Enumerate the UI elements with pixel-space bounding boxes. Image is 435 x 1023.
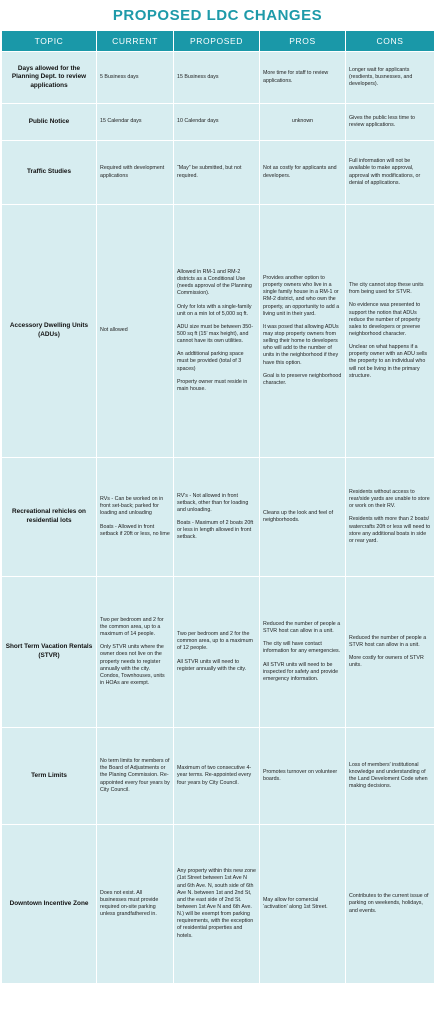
cell-paragraph: Reduced the number of people a STVR host can allow in a unit.: [263, 621, 341, 635]
topic-cell: Term Limits: [2, 728, 97, 825]
table-row: [2, 728, 435, 825]
cons-cell: [346, 104, 435, 141]
cell-paragraph: May allow for comercial ‘activation’ along 1st Street.: [263, 896, 328, 910]
table-row: [2, 825, 435, 984]
cons-cell: [346, 728, 435, 825]
header-pros: PROS: [260, 31, 346, 52]
cell-paragraph: Any property within this new zone (1st Street between 1st Ave N and 6th Ave. N, south side of 6th Ave N. between 1st and 2nd St, and the east side of 2nd St. between 1st Ave N and 6th Ave. N.) will be exempt from parking requirements, with the exception of residential properties and hotels.: [177, 868, 256, 939]
header-cons: CONS: [346, 31, 435, 52]
topic-cell: Public Notice: [2, 104, 97, 141]
table-row: [2, 141, 435, 205]
current-cell: [97, 104, 174, 141]
proposed-cell: [174, 52, 260, 104]
cell-paragraph: 15 Calendar days: [100, 118, 142, 125]
cell-paragraph: Not allowed: [100, 327, 128, 334]
current-cell: [97, 825, 174, 984]
cell-paragraph: No term limits for members of the Board of Adjustments or the Planing Commission. Re-appointed every four years by City Council.: [100, 758, 170, 793]
cons-cell: [346, 458, 435, 577]
pros-cell: [260, 728, 346, 825]
cell-paragraph: “May” be submitted, but not required.: [177, 165, 242, 179]
current-cell: [97, 141, 174, 205]
cell-paragraph: More costly for owners of STVR units.: [349, 655, 424, 669]
cell-paragraph: Boats - Allowed in front setback if 20ft or less, no lime: [100, 523, 170, 537]
current-cell: [97, 458, 174, 577]
cell-paragraph: Only for lots with a single-family unit on a min lot of 5,000 sq ft.: [177, 303, 252, 317]
topic-cell: Accessory Dwelling Units (ADUs): [2, 205, 97, 458]
pros-cell: [260, 141, 346, 205]
cell-paragraph: Maximum of two consecutive 4-year terms. Re-appointed every four years by City Council.: [177, 765, 252, 786]
cons-cell: [346, 205, 435, 458]
table-row: [2, 458, 435, 577]
proposed-cell: [174, 141, 260, 205]
topic-cell: Traffic Studies: [2, 141, 97, 205]
pros-cell: [260, 825, 346, 984]
current-cell: [97, 52, 174, 104]
cons-cell: [346, 141, 435, 205]
cell-paragraph: The city will have contact information for any emergencies.: [263, 641, 341, 655]
cell-paragraph: 5 Business days: [100, 73, 139, 80]
proposed-cell: [174, 104, 260, 141]
cell-paragraph: ADU size must be between 350-500 sq ft (15' max height), and cannot have its own utilities.: [177, 323, 253, 345]
cell-paragraph: RV's - Not allowed in front setback, other than for loading and unloading.: [177, 492, 249, 513]
cell-paragraph: Required with development applications: [100, 165, 165, 179]
cell-paragraph: No evidence was presented to support the notion that ADUs reduce the number of property sales to developers or preerve neighborhood character.: [349, 302, 421, 337]
cell-paragraph: RVs - Can be worked on in front set-back; parked for loading and unloading: [100, 496, 164, 517]
cell-paragraph: It was posed that allowing ADUs may stop property owners from selling their home to developers who will add to the number of units in the neighborhood if they have this option.: [263, 323, 339, 366]
cell-paragraph: Loss of members' institutional knowledge and understanding of the Land Develoment Code when making decisions.: [349, 761, 428, 790]
cell-paragraph: Gives the public less time to review applications.: [349, 114, 415, 128]
cell-paragraph: The city cannot stop these units from being used for STVR.: [349, 282, 424, 296]
cell-paragraph: 10 Calendar days: [177, 118, 219, 125]
cell-paragraph: unknown: [291, 118, 314, 125]
pros-cell: [260, 205, 346, 458]
table-row: [2, 205, 435, 458]
cons-cell: [346, 52, 435, 104]
cell-paragraph: Full information will not be available to make approval, approval with modifications, or denial of applications.: [349, 158, 421, 186]
cell-paragraph: Cleans up the look and feel of neighborhoods.: [263, 509, 334, 523]
pros-cell: [260, 104, 346, 141]
cons-cell: [346, 577, 435, 728]
current-cell: [97, 728, 174, 825]
cons-cell: [346, 825, 435, 984]
cell-paragraph: Not as costly for applicants and developers.: [263, 165, 337, 179]
cell-paragraph: Two per bedroom and 2 for the common area, up to a maximum of 12 people.: [177, 631, 253, 652]
proposed-cell: [174, 205, 260, 458]
cell-paragraph: Goal is to preserve neighborhood character.: [263, 372, 342, 386]
cell-paragraph: Residents without access to rear/side yards are unable to store or work on their RV.: [349, 489, 430, 510]
cell-paragraph: Boats - Maximum of 2 boats 20ft or less in length allowed in front setback.: [177, 520, 254, 541]
pros-cell: [260, 52, 346, 104]
header-row: [2, 31, 435, 52]
cell-paragraph: All STVR units will need to register annually with the city.: [177, 658, 247, 672]
proposed-cell: [174, 728, 260, 825]
proposed-cell: [174, 825, 260, 984]
cell-paragraph: Residents with more than 2 boats/ watercrafts 20ft or less will need to store any additional boats in side or rear yard.: [349, 516, 431, 544]
cell-paragraph: All STVR units will need to be inspected for safety and provide emergency information.: [263, 661, 339, 682]
cell-paragraph: Provides another option to property owners who live in a single family house in a RM-1 or RM-2 district, and who own the property, an opportunity to add a living unit in their yard.: [263, 275, 340, 317]
cell-paragraph: Two per bedroom and 2 for the common area, up to a maximum of 14 people.: [100, 616, 164, 638]
topic-cell: Days allowed for the Planning Dept. to review applications: [2, 52, 97, 104]
topic-cell: Recreational rehicles on residential lots: [2, 458, 97, 577]
header-topic: TOPIC: [2, 31, 97, 52]
cell-paragraph: 15 Business days: [177, 73, 219, 80]
proposed-cell: [174, 577, 260, 728]
ldc-changes-table: [1, 30, 435, 984]
pros-cell: [260, 577, 346, 728]
current-cell: [97, 205, 174, 458]
cell-paragraph: Does not exist. All businesses must provide required on-site parking unless grandfathered in.: [100, 889, 159, 918]
cell-paragraph: More time for staff to review applications.: [263, 70, 329, 84]
table-row: [2, 577, 435, 728]
cell-paragraph: Contributes to the current issue of parking on weekends, holidays, and events.: [349, 893, 429, 914]
pros-cell: [260, 458, 346, 577]
cell-paragraph: An addtitional parking space must be provided (total of 3 spaces): [177, 351, 244, 372]
cell-paragraph: Longer wait for applicants (resdients, busnesses, and developers).: [349, 66, 413, 88]
cell-paragraph: Reduced the number of people a STVR host can allow in a unit.: [349, 634, 427, 648]
cell-paragraph: Unclear on what happens if a property owner with an ADU sells the property to an individual who will not be living in the primary structure.: [349, 344, 428, 379]
cell-paragraph: Promotes turnover on volunteer boards.: [263, 768, 338, 782]
table-row: [2, 104, 435, 141]
cell-paragraph: Property owner must reside in main house.: [177, 378, 248, 392]
header-current: CURRENT: [97, 31, 174, 52]
topic-cell: Downtown Incentive Zone: [2, 825, 97, 984]
current-cell: [97, 577, 174, 728]
topic-cell: Short Term Vacation Rentals (STVR): [2, 577, 97, 728]
table-row: [2, 52, 435, 104]
cell-paragraph: Only STVR units where the owner does not live on the property needs to register annually with the city. Condos, Townhouses, units in HOAs are exempt.: [100, 644, 165, 686]
header-proposed: PROPOSED: [174, 31, 260, 52]
cell-paragraph: Allowed in RM-1 and RM-2 districts as a Conditional Use (needs approval of the Planning Commission).: [177, 269, 252, 297]
proposed-cell: [174, 458, 260, 577]
page-title: PROPOSED LDC CHANGES: [112, 6, 323, 24]
